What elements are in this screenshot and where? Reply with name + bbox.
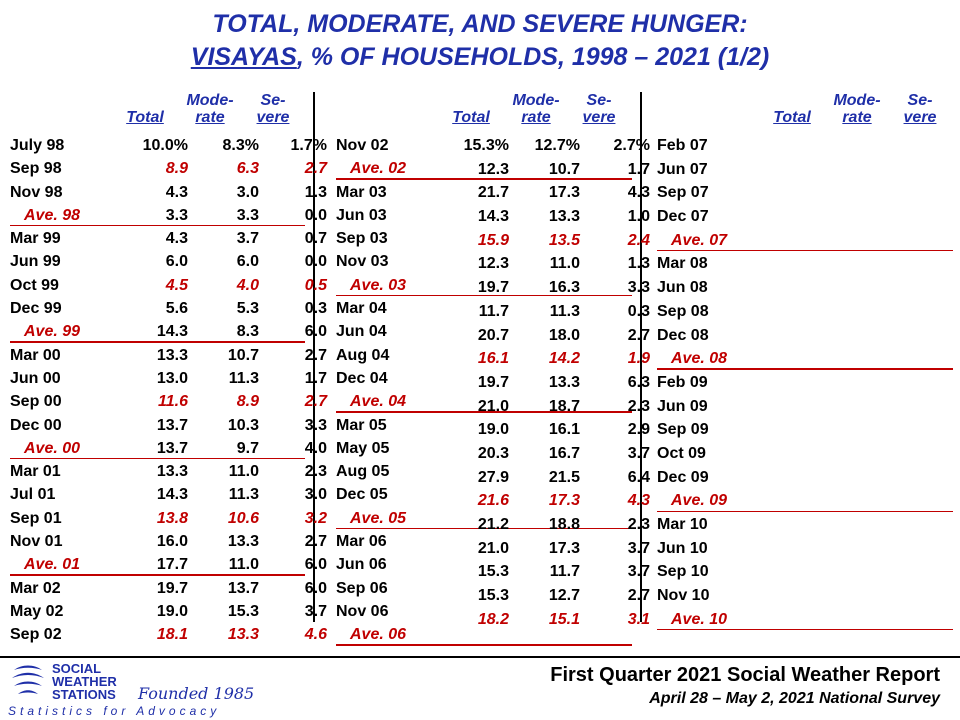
period-label: Ave. 10 bbox=[671, 610, 728, 628]
period-label: Nov 01 bbox=[10, 533, 63, 551]
average-underline bbox=[10, 341, 305, 343]
total-value: 21.7 bbox=[477, 184, 509, 202]
period-label: Jun 09 bbox=[657, 397, 708, 415]
total-value: 11.7 bbox=[478, 302, 509, 320]
period-label: Mar 04 bbox=[336, 300, 387, 318]
period-label: Sep 06 bbox=[336, 579, 388, 597]
severe-value: 3.7 bbox=[627, 444, 650, 462]
severe-value: 3.2 bbox=[304, 509, 327, 527]
period-label: Oct 99 bbox=[10, 276, 59, 294]
page-title: TOTAL, MODERATE, AND SEVERE HUNGER: bbox=[212, 10, 748, 38]
period-label: Jun 00 bbox=[10, 369, 61, 387]
period-label: Mar 01 bbox=[10, 463, 61, 481]
severe-value: 0.5 bbox=[304, 276, 327, 294]
logo-founded: Founded 1985 bbox=[138, 684, 255, 703]
header-moderate bbox=[511, 92, 561, 128]
period-label: Dec 09 bbox=[657, 468, 709, 486]
period-label: Sep 00 bbox=[10, 393, 62, 411]
total-value: 12.3 bbox=[477, 160, 509, 178]
severe-value: 3.7 bbox=[304, 602, 327, 620]
header-total-bottom: Total bbox=[452, 109, 490, 126]
period-label: July 98 bbox=[10, 137, 65, 154]
moderate-value: 15.3 bbox=[227, 602, 259, 620]
moderate-value: 18.8 bbox=[548, 516, 580, 533]
subtitle-rest: , % OF HOUSEHOLDS, 1998 – 2021 (1/2) bbox=[296, 43, 770, 71]
total-value: 21.6 bbox=[477, 492, 509, 510]
total-value: 14.3 bbox=[477, 208, 509, 226]
total-value: 15.3% bbox=[463, 137, 509, 154]
total-value: 4.5 bbox=[165, 276, 188, 294]
period-label: Jun 99 bbox=[10, 253, 61, 271]
severe-value: 2.9 bbox=[627, 421, 650, 439]
period-label: Nov 10 bbox=[657, 587, 710, 605]
total-value: 15.9 bbox=[477, 231, 509, 249]
header-severe-bottom: vere bbox=[582, 109, 616, 126]
average-underline bbox=[10, 574, 305, 576]
moderate-value: 6.0 bbox=[236, 253, 259, 271]
period-label: Ave. 99 bbox=[24, 323, 81, 341]
period-label: Feb 07 bbox=[657, 137, 708, 154]
severe-value: 3.0 bbox=[304, 486, 327, 504]
period-label: Sep 02 bbox=[10, 626, 62, 644]
header-total bbox=[120, 92, 170, 128]
period-label: Mar 08 bbox=[657, 255, 708, 273]
moderate-value: 13.5 bbox=[548, 231, 580, 249]
period-label: Ave. 04 bbox=[350, 393, 407, 411]
period-label: Ave. 05 bbox=[350, 509, 407, 527]
total-value: 16.0 bbox=[156, 533, 188, 551]
severe-value: 0.3 bbox=[304, 300, 327, 318]
moderate-value: 13.3 bbox=[548, 208, 580, 226]
total-value: 21.0 bbox=[477, 397, 509, 415]
header-moderate-top: Mode- bbox=[512, 92, 560, 109]
total-value: 15.3 bbox=[477, 563, 509, 581]
moderate-value: 13.7 bbox=[227, 579, 259, 597]
period-label: Aug 04 bbox=[336, 346, 390, 364]
period-label: Sep 10 bbox=[657, 563, 709, 581]
period-label: Sep 08 bbox=[657, 302, 709, 320]
total-value: 21.2 bbox=[477, 516, 509, 533]
moderate-value: 11.3 bbox=[549, 302, 580, 320]
header-total bbox=[446, 92, 496, 128]
severe-value: 2.7 bbox=[304, 346, 327, 364]
average-underline bbox=[657, 511, 953, 513]
severe-value: 2.7% bbox=[613, 137, 650, 154]
period-label: Dec 99 bbox=[10, 300, 62, 318]
total-value: 14.3 bbox=[156, 323, 188, 341]
period-label: Mar 03 bbox=[336, 183, 387, 201]
header-severe-top: Se- bbox=[907, 92, 933, 109]
period-label: Mar 02 bbox=[10, 579, 61, 597]
moderate-value: 11.0 bbox=[228, 556, 259, 574]
header-severe-top: Se- bbox=[586, 92, 612, 109]
moderate-value: 12.7% bbox=[534, 137, 580, 154]
total-value: 19.0 bbox=[156, 602, 188, 620]
severe-value: 0.7 bbox=[304, 230, 327, 248]
period-label: Ave. 98 bbox=[24, 206, 81, 224]
total-value: 19.0 bbox=[477, 421, 509, 439]
moderate-value: 13.3 bbox=[548, 373, 580, 391]
period-label: Jul 01 bbox=[10, 486, 56, 504]
sws-logo-icon bbox=[8, 662, 48, 702]
period-label: Jun 03 bbox=[336, 206, 387, 224]
header-moderate-top: Mode- bbox=[186, 92, 234, 109]
period-label: Ave. 06 bbox=[350, 626, 407, 644]
moderate-value: 8.9 bbox=[236, 393, 259, 411]
period-label: Dec 08 bbox=[657, 326, 709, 344]
page-subtitle bbox=[0, 41, 960, 73]
period-label: Sep 01 bbox=[10, 509, 62, 527]
severe-value: 2.3 bbox=[304, 463, 327, 481]
moderate-value: 11.0 bbox=[228, 463, 259, 481]
average-underline bbox=[657, 250, 953, 252]
severe-value: 2.7 bbox=[627, 326, 650, 344]
moderate-value: 11.0 bbox=[549, 255, 580, 273]
report-title: First Quarter 2021 Social Weather Report bbox=[550, 664, 940, 686]
severe-value: 1.7 bbox=[304, 369, 327, 387]
period-label: Jun 04 bbox=[336, 323, 387, 341]
total-value: 13.3 bbox=[156, 346, 188, 364]
average-underline bbox=[657, 368, 953, 370]
total-value: 10.0% bbox=[142, 137, 188, 154]
total-value: 13.3 bbox=[156, 463, 188, 481]
period-label: Mar 10 bbox=[657, 516, 708, 533]
moderate-value: 8.3% bbox=[222, 137, 259, 154]
severe-value: 1.9 bbox=[627, 350, 650, 368]
footer-divider bbox=[0, 656, 960, 658]
total-value: 21.0 bbox=[477, 539, 509, 557]
severe-value: 4.3 bbox=[627, 492, 650, 510]
period-label: Jun 10 bbox=[657, 539, 708, 557]
header-severe-top: Se- bbox=[260, 92, 286, 109]
severe-value: 3.7 bbox=[627, 539, 650, 557]
period-label: Sep 09 bbox=[657, 421, 709, 439]
moderate-value: 18.7 bbox=[548, 397, 580, 415]
period-label: Ave. 09 bbox=[671, 492, 728, 510]
total-value: 16.1 bbox=[477, 350, 509, 368]
moderate-value: 16.1 bbox=[548, 421, 580, 439]
period-label: Aug 05 bbox=[336, 463, 390, 481]
moderate-value: 15.1 bbox=[548, 610, 580, 628]
severe-value: 6.3 bbox=[627, 373, 650, 391]
period-label: May 05 bbox=[336, 439, 390, 457]
total-value: 17.7 bbox=[156, 556, 188, 574]
average-underline bbox=[10, 225, 305, 227]
sws-logo bbox=[8, 662, 258, 718]
severe-value: 0.3 bbox=[627, 302, 650, 320]
total-value: 4.3 bbox=[165, 183, 188, 201]
severe-value: 1.0 bbox=[627, 208, 650, 226]
average-underline bbox=[657, 629, 953, 631]
total-value: 13.7 bbox=[156, 439, 188, 457]
severe-value: 1.7% bbox=[290, 137, 327, 154]
moderate-value: 10.6 bbox=[227, 509, 259, 527]
severe-value: 2.7 bbox=[627, 587, 650, 605]
moderate-value: 3.0 bbox=[236, 183, 259, 201]
period-label: Ave. 07 bbox=[671, 231, 728, 249]
total-value: 19.7 bbox=[156, 579, 188, 597]
period-label: Jun 08 bbox=[657, 279, 708, 297]
severe-value: 3.1 bbox=[627, 610, 650, 628]
severe-value: 2.7 bbox=[304, 160, 327, 178]
total-value: 18.2 bbox=[477, 610, 509, 628]
moderate-value: 10.7 bbox=[548, 160, 580, 178]
moderate-value: 3.7 bbox=[236, 230, 259, 248]
header-total-bottom: Total bbox=[773, 109, 811, 126]
moderate-value: 5.3 bbox=[236, 300, 259, 318]
header-moderate bbox=[832, 92, 882, 128]
moderate-value: 12.7 bbox=[548, 587, 580, 605]
average-underline bbox=[336, 644, 632, 646]
total-value: 20.7 bbox=[477, 326, 509, 344]
moderate-value: 3.3 bbox=[236, 206, 259, 224]
period-label: Mar 05 bbox=[336, 416, 387, 434]
period-label: Jun 06 bbox=[336, 556, 387, 574]
moderate-value: 17.3 bbox=[548, 539, 580, 557]
period-label: Oct 09 bbox=[657, 444, 706, 462]
header-moderate-bottom: rate bbox=[521, 109, 551, 126]
moderate-value: 16.7 bbox=[548, 444, 580, 462]
header-severe bbox=[895, 92, 945, 128]
header-total-bottom: Total bbox=[126, 109, 164, 126]
severe-value: 0.0 bbox=[304, 206, 327, 224]
moderate-value: 18.0 bbox=[548, 326, 580, 344]
moderate-value: 21.5 bbox=[548, 468, 580, 486]
severe-value: 6.0 bbox=[304, 579, 327, 597]
total-value: 14.3 bbox=[156, 486, 188, 504]
header-severe bbox=[248, 92, 298, 128]
header-total bbox=[767, 92, 817, 128]
total-value: 20.3 bbox=[477, 444, 509, 462]
logo-line-2: WEATHER bbox=[52, 674, 117, 689]
total-value: 13.8 bbox=[156, 509, 188, 527]
moderate-value: 11.7 bbox=[549, 563, 580, 581]
total-value: 11.6 bbox=[158, 393, 188, 411]
header-severe-bottom: vere bbox=[903, 109, 937, 126]
moderate-value: 17.3 bbox=[548, 184, 580, 202]
moderate-value: 17.3 bbox=[548, 492, 580, 510]
moderate-value: 13.3 bbox=[227, 533, 259, 551]
moderate-value: 16.3 bbox=[548, 279, 580, 297]
total-value: 3.3 bbox=[165, 206, 188, 224]
total-value: 15.3 bbox=[477, 587, 509, 605]
severe-value: 6.0 bbox=[304, 556, 327, 574]
period-label: Mar 99 bbox=[10, 230, 61, 248]
header-moderate-bottom: rate bbox=[195, 109, 225, 126]
period-label: Sep 07 bbox=[657, 184, 709, 202]
header-moderate-bottom: rate bbox=[842, 109, 872, 126]
period-label: Dec 00 bbox=[10, 416, 62, 434]
period-label: Dec 05 bbox=[336, 486, 388, 504]
period-label: Ave. 02 bbox=[350, 160, 407, 178]
logo-line-1: SOCIAL bbox=[52, 661, 102, 676]
period-label: Nov 03 bbox=[336, 253, 389, 271]
period-label: Mar 06 bbox=[336, 533, 387, 551]
header-moderate-top: Mode- bbox=[833, 92, 881, 109]
severe-value: 2.7 bbox=[304, 533, 327, 551]
period-label: Nov 02 bbox=[336, 137, 389, 154]
period-label: Ave. 08 bbox=[671, 350, 728, 368]
total-value: 13.0 bbox=[156, 369, 188, 387]
severe-value: 3.3 bbox=[627, 279, 650, 297]
period-label: Sep 98 bbox=[10, 160, 62, 178]
period-label: Ave. 03 bbox=[350, 276, 407, 294]
moderate-value: 6.3 bbox=[236, 160, 259, 178]
header-moderate bbox=[185, 92, 235, 128]
severe-value: 2.3 bbox=[627, 397, 650, 415]
period-label: Ave. 00 bbox=[24, 439, 81, 457]
period-label: Jun 07 bbox=[657, 160, 708, 178]
moderate-value: 10.3 bbox=[227, 416, 259, 434]
severe-value: 4.6 bbox=[304, 626, 327, 644]
moderate-value: 9.7 bbox=[236, 439, 259, 457]
moderate-value: 13.3 bbox=[227, 626, 259, 644]
total-value: 18.1 bbox=[156, 626, 188, 644]
region-name: VISAYAS bbox=[190, 43, 297, 71]
period-label: Sep 03 bbox=[336, 230, 388, 248]
moderate-value: 11.3 bbox=[228, 369, 259, 387]
severe-value: 2.7 bbox=[304, 393, 327, 411]
total-value: 27.9 bbox=[477, 468, 509, 486]
severe-value: 3.3 bbox=[304, 416, 327, 434]
total-value: 19.7 bbox=[477, 279, 509, 297]
total-value: 19.7 bbox=[477, 373, 509, 391]
period-label: Nov 98 bbox=[10, 183, 63, 201]
period-label: Nov 06 bbox=[336, 602, 389, 620]
total-value: 6.0 bbox=[165, 253, 188, 271]
period-label: May 02 bbox=[10, 602, 64, 620]
severe-value: 1.7 bbox=[627, 160, 650, 178]
moderate-value: 10.7 bbox=[227, 346, 259, 364]
severe-value: 0.0 bbox=[304, 253, 327, 271]
period-label: Feb 09 bbox=[657, 373, 708, 391]
total-value: 12.3 bbox=[477, 255, 509, 273]
survey-dates: April 28 – May 2, 2021 National Survey bbox=[649, 690, 940, 707]
period-label: Dec 04 bbox=[336, 369, 388, 387]
logo-tagline: Statistics for Advocacy bbox=[8, 704, 221, 718]
moderate-value: 8.3 bbox=[236, 323, 259, 341]
severe-value: 2.3 bbox=[627, 516, 650, 533]
average-underline bbox=[10, 458, 305, 460]
severe-value: 2.4 bbox=[627, 231, 650, 249]
total-value: 13.7 bbox=[156, 416, 188, 434]
moderate-value: 14.2 bbox=[548, 350, 580, 368]
report-info bbox=[550, 664, 940, 708]
severe-value: 4.3 bbox=[627, 184, 650, 202]
severe-value: 3.7 bbox=[627, 563, 650, 581]
period-label: Dec 07 bbox=[657, 208, 709, 226]
total-value: 4.3 bbox=[165, 230, 188, 248]
logo-line-3: STATIONS bbox=[52, 687, 116, 702]
severe-value: 4.0 bbox=[304, 439, 327, 457]
period-label: Mar 00 bbox=[10, 346, 61, 364]
header-severe-bottom: vere bbox=[256, 109, 290, 126]
moderate-value: 4.0 bbox=[236, 276, 259, 294]
severe-value: 1.3 bbox=[627, 255, 650, 273]
moderate-value: 11.3 bbox=[228, 486, 259, 504]
total-value: 8.9 bbox=[165, 160, 188, 178]
total-value: 5.6 bbox=[165, 300, 188, 318]
severe-value: 6.4 bbox=[627, 468, 650, 486]
severe-value: 6.0 bbox=[304, 323, 327, 341]
period-label: Ave. 01 bbox=[24, 556, 81, 574]
header-severe bbox=[574, 92, 624, 128]
severe-value: 1.3 bbox=[304, 183, 327, 201]
